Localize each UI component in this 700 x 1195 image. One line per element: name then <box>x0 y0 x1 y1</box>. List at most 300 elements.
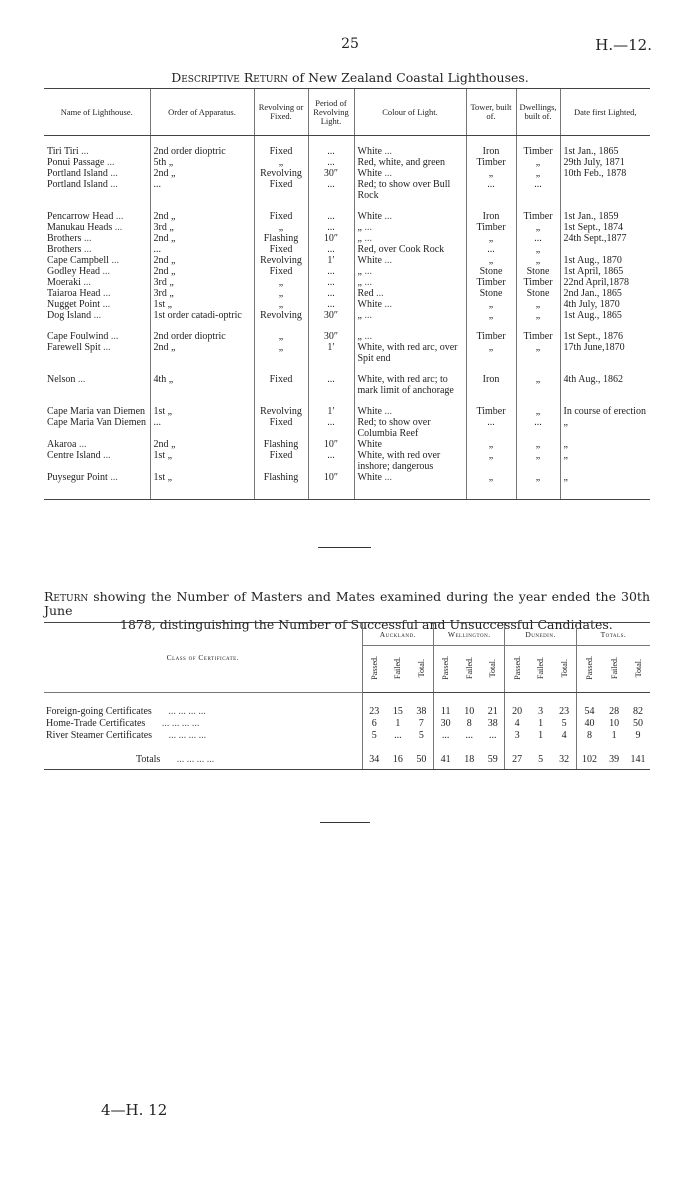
leader-dots: ... <box>110 168 118 179</box>
count-cell: 23 <box>559 705 570 717</box>
leader-dots: ... <box>110 472 118 483</box>
count-cell: 34 <box>362 741 386 770</box>
subheader-total: Total. <box>481 646 505 693</box>
count-cell: 41 <box>434 741 458 770</box>
dwelling-material: „ <box>516 396 560 417</box>
col-header-dwellings: Dwellings, built of. <box>516 89 560 136</box>
lighthouse-name: Dog Island <box>47 310 92 321</box>
lighthouse-row <box>44 396 650 417</box>
tower-material: Timber <box>466 321 516 342</box>
tower-material: ... <box>466 417 516 439</box>
leader-dots: ... <box>110 331 119 342</box>
date-first-lighted: 17th June,1870 <box>560 342 650 364</box>
tower-material: Timber <box>466 277 516 288</box>
col-header-colour: Colour of Light. <box>354 89 466 136</box>
col-header-order: Order of Apparatus. <box>150 89 254 136</box>
dwelling-material: „ <box>516 310 560 321</box>
leader-dots: ... <box>376 288 384 299</box>
tower-material: „ <box>466 472 516 500</box>
lighthouse-name: Portland Island <box>47 179 108 190</box>
count-cell: 4 <box>505 717 529 729</box>
lighthouse-name: Farewell Spit <box>47 342 101 353</box>
revolving-period: 10″ <box>308 439 354 450</box>
count-cell: 5 <box>418 729 424 741</box>
light-colour: White <box>357 168 382 179</box>
leader-dots: ... <box>384 299 392 310</box>
count-cell: 102 <box>576 741 602 770</box>
count-cell: ... <box>489 729 497 741</box>
light-colour: White <box>357 211 382 222</box>
date-first-lighted <box>560 244 650 255</box>
revolving-or-fixed: Revolving <box>254 168 308 179</box>
leader-dots: ... <box>81 146 89 157</box>
count-cell: ... <box>465 729 473 741</box>
lighthouse-row <box>44 277 650 288</box>
date-first-lighted: 10th Feb., 1878 <box>560 168 650 179</box>
count-cell: 6 <box>362 717 386 729</box>
dwelling-material: Timber <box>516 277 560 288</box>
leader-dots: ... <box>103 342 111 353</box>
revolving-period: ... <box>308 266 354 277</box>
revolving-or-fixed: Fixed <box>254 266 308 277</box>
dwelling-material: „ <box>516 342 560 364</box>
revolving-or-fixed: Fixed <box>254 136 308 158</box>
tower-material: Stone <box>466 266 516 277</box>
revolving-or-fixed: „ <box>254 277 308 288</box>
revolving-or-fixed: „ <box>254 321 308 342</box>
light-colour: Red; to show over Bull Rock <box>357 179 451 201</box>
apparatus-order: 3rd „ <box>150 277 254 288</box>
date-first-lighted: 4th Aug., 1862 <box>560 364 650 396</box>
col-header-revolving: Revolving or Fixed. <box>254 89 308 136</box>
leader-dots: ... <box>384 146 392 157</box>
dwelling-material: „ <box>516 450 560 472</box>
exam-title-prefix: Return <box>44 589 89 604</box>
tower-material: Iron <box>466 136 516 158</box>
dwelling-material: „ <box>516 364 560 396</box>
certificate-row <box>44 729 650 741</box>
lighthouse-name: Portland Island <box>47 168 108 179</box>
lighthouse-name: Ponui Passage <box>47 157 105 168</box>
light-colour: „ <box>357 233 362 244</box>
count-cell: 3 <box>538 705 544 717</box>
light-colour: „ <box>357 266 362 277</box>
count-cell: 38 <box>487 717 498 729</box>
apparatus-order: ... <box>150 179 254 201</box>
dwelling-material: „ <box>516 168 560 179</box>
section-divider <box>320 822 370 823</box>
count-cell: 5 <box>561 717 567 729</box>
date-first-lighted: 2nd Jan., 1865 <box>560 288 650 299</box>
examination-table-body <box>44 693 650 770</box>
date-first-lighted: 1st Jan., 1865 <box>560 136 650 158</box>
apparatus-order: 2nd „ <box>150 266 254 277</box>
leader-dots: ... <box>93 310 102 321</box>
leader-dots: ... <box>384 255 392 266</box>
count-cell: ... <box>394 729 402 741</box>
light-colour: „ <box>357 310 362 321</box>
col-header-date: Date first Lighted, <box>560 89 650 136</box>
date-first-lighted: 22nd April,1878 <box>560 277 650 288</box>
revolving-or-fixed: Fixed <box>254 201 308 222</box>
lighthouse-row <box>44 233 650 244</box>
leader-dots: ... <box>103 450 111 461</box>
count-cell: 1 <box>611 729 617 741</box>
tower-material: ... <box>466 179 516 201</box>
certificate-class: Home-Trade Certificates <box>46 717 146 729</box>
lighthouse-row <box>44 136 650 158</box>
lighthouse-name: Brothers <box>47 233 82 244</box>
date-first-lighted: In course of erection <box>560 396 650 417</box>
subheader-passed: Passed. <box>576 646 602 693</box>
revolving-period: ... <box>308 450 354 472</box>
light-colour: White, with red arc, over Spit end <box>357 342 458 364</box>
subheader-total: Total. <box>553 646 577 693</box>
revolving-or-fixed: Flashing <box>254 439 308 450</box>
certificate-class: River Steamer Certificates <box>46 729 153 741</box>
dwelling-material: „ <box>516 244 560 255</box>
count-cell: 8 <box>576 729 602 741</box>
subheader-passed: Passed. <box>434 646 458 693</box>
revolving-period: 30″ <box>308 321 354 342</box>
count-cell: 28 <box>609 705 620 717</box>
col-header-tower: Tower, built of. <box>466 89 516 136</box>
revolving-or-fixed: „ <box>254 342 308 364</box>
leader-dots: ... <box>111 255 119 266</box>
revolving-period: ... <box>308 136 354 158</box>
count-cell: 39 <box>602 741 626 770</box>
leader-dots: ... <box>384 472 392 483</box>
subheader-failed: Failed. <box>386 646 410 693</box>
class-of-certificate-header: Class of Certificate. <box>44 623 362 693</box>
col-header-period: Period of Revolving Light. <box>308 89 354 136</box>
dwelling-material: ... <box>516 179 560 201</box>
lighthouse-row <box>44 439 650 450</box>
leader-dots: ... <box>384 168 392 179</box>
leader-dots: ... <box>102 266 111 277</box>
lighthouse-row <box>44 168 650 179</box>
apparatus-order: 5th „ <box>150 157 254 168</box>
certificate-class: Foreign-going Certificates <box>46 705 152 717</box>
lighthouse-name: Taiaroa Head <box>47 288 101 299</box>
tower-material: ... <box>466 244 516 255</box>
count-cell: 7 <box>418 717 424 729</box>
date-first-lighted: 24th Sept.,1877 <box>560 233 650 244</box>
col-header-name: Name of Lighthouse. <box>44 89 150 136</box>
count-cell: 23 <box>362 693 386 718</box>
lighthouse-row <box>44 417 650 439</box>
count-cell: 54 <box>576 693 602 718</box>
apparatus-order: 2nd „ <box>150 233 254 244</box>
apparatus-order: 3rd „ <box>150 222 254 233</box>
count-cell: 10 <box>609 717 620 729</box>
dwelling-material: Timber <box>516 201 560 222</box>
light-colour: „ <box>357 277 362 288</box>
apparatus-order: 2nd „ <box>150 342 254 364</box>
revolving-period: ... <box>308 288 354 299</box>
count-cell: 4 <box>561 729 567 741</box>
light-colour: White <box>357 406 382 417</box>
leader-dots: ... ... ... ... <box>161 717 200 729</box>
lighthouse-name: Tiri Tiri <box>47 146 79 157</box>
lighthouse-name: Manukau Heads <box>47 222 113 233</box>
lighthouse-name: Centre Island <box>47 450 101 461</box>
subheader-failed: Failed. <box>529 646 553 693</box>
count-cell: 10 <box>464 705 475 717</box>
dwelling-material: Timber <box>516 136 560 158</box>
count-cell: 5 <box>529 741 553 770</box>
lighthouse-row <box>44 299 650 310</box>
revolving-period: 1′ <box>308 342 354 364</box>
count-cell: 5 <box>362 729 386 741</box>
leader-dots: ... <box>364 266 372 277</box>
apparatus-order: 1st „ <box>150 299 254 310</box>
page-number: 25 <box>341 36 359 52</box>
tower-material: Timber <box>466 396 516 417</box>
count-cell: 18 <box>457 741 481 770</box>
count-cell: 1 <box>538 717 544 729</box>
section-divider <box>318 547 371 548</box>
apparatus-order: ... <box>150 417 254 439</box>
revolving-period: ... <box>308 364 354 396</box>
count-cell: 141 <box>626 741 650 770</box>
leader-dots: ... ... ... ... <box>176 753 215 765</box>
lighthouse-row <box>44 266 650 277</box>
tower-material: Iron <box>466 201 516 222</box>
count-cell: 38 <box>416 705 427 717</box>
subheader-total: Total. <box>410 646 434 693</box>
leader-dots: ... <box>107 157 115 168</box>
light-colour: White <box>357 255 382 266</box>
lighthouse-row <box>44 222 650 233</box>
subheader-failed: Failed. <box>457 646 481 693</box>
exam-title-line1: showing the Number of Masters and Mates examined during the year ended the 30th June <box>44 589 650 618</box>
region-header-dunedin: Dunedin. <box>505 623 576 646</box>
revolving-or-fixed: „ <box>254 157 308 168</box>
lighthouse-name: Brothers <box>47 244 82 255</box>
leader-dots: ... ... ... ... <box>168 705 206 717</box>
apparatus-order: 1st „ <box>150 396 254 417</box>
tower-material: „ <box>466 439 516 450</box>
light-colour: Red, over Cook Rock <box>357 244 445 255</box>
revolving-period: ... <box>308 157 354 168</box>
tower-material: „ <box>466 450 516 472</box>
light-colour: White <box>357 472 382 483</box>
subheader-failed: Failed. <box>602 646 626 693</box>
lighthouse-name: Moeraki <box>47 277 81 288</box>
tower-material: „ <box>466 168 516 179</box>
revolving-or-fixed: Revolving <box>254 396 308 417</box>
tower-material: „ <box>466 233 516 244</box>
date-first-lighted: 1st Sept., 1876 <box>560 321 650 342</box>
apparatus-order: ... <box>150 244 254 255</box>
tower-material: „ <box>466 299 516 310</box>
totals-row <box>44 741 650 770</box>
lighthouse-name: Godley Head <box>47 266 101 277</box>
leader-dots: ... <box>384 406 392 417</box>
count-cell: 82 <box>633 705 644 717</box>
tower-material: „ <box>466 310 516 321</box>
lighthouse-row <box>44 288 650 299</box>
revolving-or-fixed: Flashing <box>254 233 308 244</box>
count-cell: 16 <box>386 741 410 770</box>
dwelling-material: „ <box>516 157 560 168</box>
count-cell: 59 <box>481 741 505 770</box>
date-first-lighted: „ <box>560 417 650 439</box>
revolving-period: 1′ <box>308 255 354 266</box>
dwelling-material: „ <box>516 255 560 266</box>
light-colour: White <box>357 299 382 310</box>
region-header-totals: Totals. <box>576 623 650 646</box>
revolving-period: 10″ <box>308 472 354 500</box>
dwelling-material: „ <box>516 299 560 310</box>
date-first-lighted <box>560 179 650 201</box>
certificate-row <box>44 693 650 718</box>
light-colour: „ <box>357 331 362 342</box>
dwelling-material: Stone <box>516 288 560 299</box>
tower-material: Timber <box>466 157 516 168</box>
revolving-period: ... <box>308 299 354 310</box>
leader-dots: ... <box>364 277 372 288</box>
leader-dots: ... <box>364 331 372 342</box>
leader-dots: ... <box>83 233 92 244</box>
revolving-or-fixed: Fixed <box>254 244 308 255</box>
lighthouse-name: Akaroa <box>47 439 77 450</box>
certificate-class: Totals <box>136 753 161 765</box>
tower-material: „ <box>466 342 516 364</box>
count-cell: 30 <box>434 717 458 729</box>
document-code: H.—12. <box>595 36 652 54</box>
revolving-or-fixed: Fixed <box>254 179 308 201</box>
date-first-lighted: 1st Aug., 1870 <box>560 255 650 266</box>
lighthouse-row <box>44 321 650 342</box>
dwelling-material: ... <box>516 233 560 244</box>
count-cell: 15 <box>392 705 403 717</box>
revolving-period: ... <box>308 244 354 255</box>
tower-material: „ <box>466 255 516 266</box>
count-cell: ... <box>434 729 458 741</box>
lighthouse-name: Nelson <box>47 374 76 385</box>
light-colour: White, with red arc; to mark limit of anchorage <box>357 374 454 396</box>
light-colour: Red <box>357 288 374 299</box>
lighthouse-table <box>44 88 650 500</box>
apparatus-order: 2nd „ <box>150 168 254 179</box>
lighthouse-row <box>44 364 650 396</box>
lighthouse-table-title <box>0 70 700 85</box>
count-cell: 27 <box>505 741 529 770</box>
exam-title-line2: 1878, distinguishing the Number of Successful and Unsuccessful Candidates. <box>120 617 613 632</box>
footer-code: 4—H. 12 <box>101 1101 168 1119</box>
region-header-auckland: Auckland. <box>362 623 433 646</box>
lighthouse-title-prefix: Descriptive Return <box>171 70 289 85</box>
tower-material: Iron <box>466 364 516 396</box>
count-cell: 9 <box>635 729 641 741</box>
date-first-lighted: 1st April, 1865 <box>560 266 650 277</box>
lighthouse-table-body <box>44 136 650 500</box>
revolving-period: ... <box>308 179 354 201</box>
lighthouse-name: Cape Maria van Diemen <box>47 406 146 417</box>
lighthouse-row <box>44 310 650 321</box>
lighthouse-name: Pencarrow Head <box>47 211 114 222</box>
lighthouse-row <box>44 201 650 222</box>
dwelling-material: „ <box>516 472 560 500</box>
leader-dots: ... <box>114 222 123 233</box>
revolving-period: ... <box>308 222 354 233</box>
revolving-or-fixed: Revolving <box>254 310 308 321</box>
apparatus-order: 2nd order dioptric <box>150 136 254 158</box>
leader-dots: ... <box>83 244 92 255</box>
revolving-period: 1′ <box>308 396 354 417</box>
count-cell: 8 <box>466 717 472 729</box>
leader-dots: ... <box>115 211 124 222</box>
lighthouse-title-rest: of New Zealand Coastal Lighthouses. <box>288 70 529 85</box>
leader-dots: ... <box>364 310 372 321</box>
light-colour: White <box>357 439 382 450</box>
apparatus-order: 2nd „ <box>150 201 254 222</box>
region-header-wellington: Wellington. <box>434 623 505 646</box>
leader-dots: ... <box>110 179 118 190</box>
leader-dots: ... ... ... ... <box>168 729 207 741</box>
leader-dots: ... <box>364 222 372 233</box>
revolving-period: ... <box>308 201 354 222</box>
leader-dots: ... <box>102 299 111 310</box>
leader-dots: ... <box>364 233 372 244</box>
subheader-total: Total. <box>626 646 650 693</box>
lighthouse-name: Cape Maria Van Diemen <box>47 417 146 428</box>
lighthouse-row <box>44 157 650 168</box>
count-cell: 21 <box>487 705 498 717</box>
lighthouse-row <box>44 179 650 201</box>
leader-dots: ... <box>77 374 86 385</box>
lighthouse-name: Nugget Point <box>47 299 101 310</box>
certificate-row <box>44 717 650 729</box>
apparatus-order: 2nd „ <box>150 439 254 450</box>
count-cell: 50 <box>410 741 434 770</box>
date-first-lighted: 4th July, 1870 <box>560 299 650 310</box>
apparatus-order: 2nd order dioptric <box>150 321 254 342</box>
revolving-or-fixed: Revolving <box>254 255 308 266</box>
leader-dots: ... <box>83 277 91 288</box>
dwelling-material: „ <box>516 439 560 450</box>
lighthouse-name: Puysegur Point <box>47 472 108 483</box>
light-colour: Red; to show over Columbia Reef <box>357 417 431 439</box>
dwelling-material: Timber <box>516 321 560 342</box>
leader-dots: ... <box>78 439 87 450</box>
apparatus-order: 1st order catadi-optric <box>150 310 254 321</box>
count-cell: 40 <box>576 717 602 729</box>
apparatus-order: 2nd „ <box>150 255 254 266</box>
lighthouse-row <box>44 255 650 266</box>
count-cell: 1 <box>538 729 544 741</box>
date-first-lighted: „ <box>560 439 650 450</box>
tower-material: Stone <box>466 288 516 299</box>
apparatus-order: 1st „ <box>150 472 254 500</box>
date-first-lighted: 1st Jan., 1859 <box>560 201 650 222</box>
date-first-lighted: „ <box>560 450 650 472</box>
revolving-period: 10″ <box>308 233 354 244</box>
apparatus-order: 3rd „ <box>150 288 254 299</box>
light-colour: White <box>357 146 382 157</box>
dwelling-material: „ <box>516 222 560 233</box>
count-cell: 50 <box>633 717 644 729</box>
revolving-or-fixed: „ <box>254 222 308 233</box>
subheader-passed: Passed. <box>362 646 386 693</box>
leader-dots: ... <box>102 288 111 299</box>
count-cell: 32 <box>553 741 577 770</box>
light-colour: „ <box>357 222 362 233</box>
lighthouse-row <box>44 342 650 364</box>
lighthouse-name: Cape Campbell <box>47 255 109 266</box>
